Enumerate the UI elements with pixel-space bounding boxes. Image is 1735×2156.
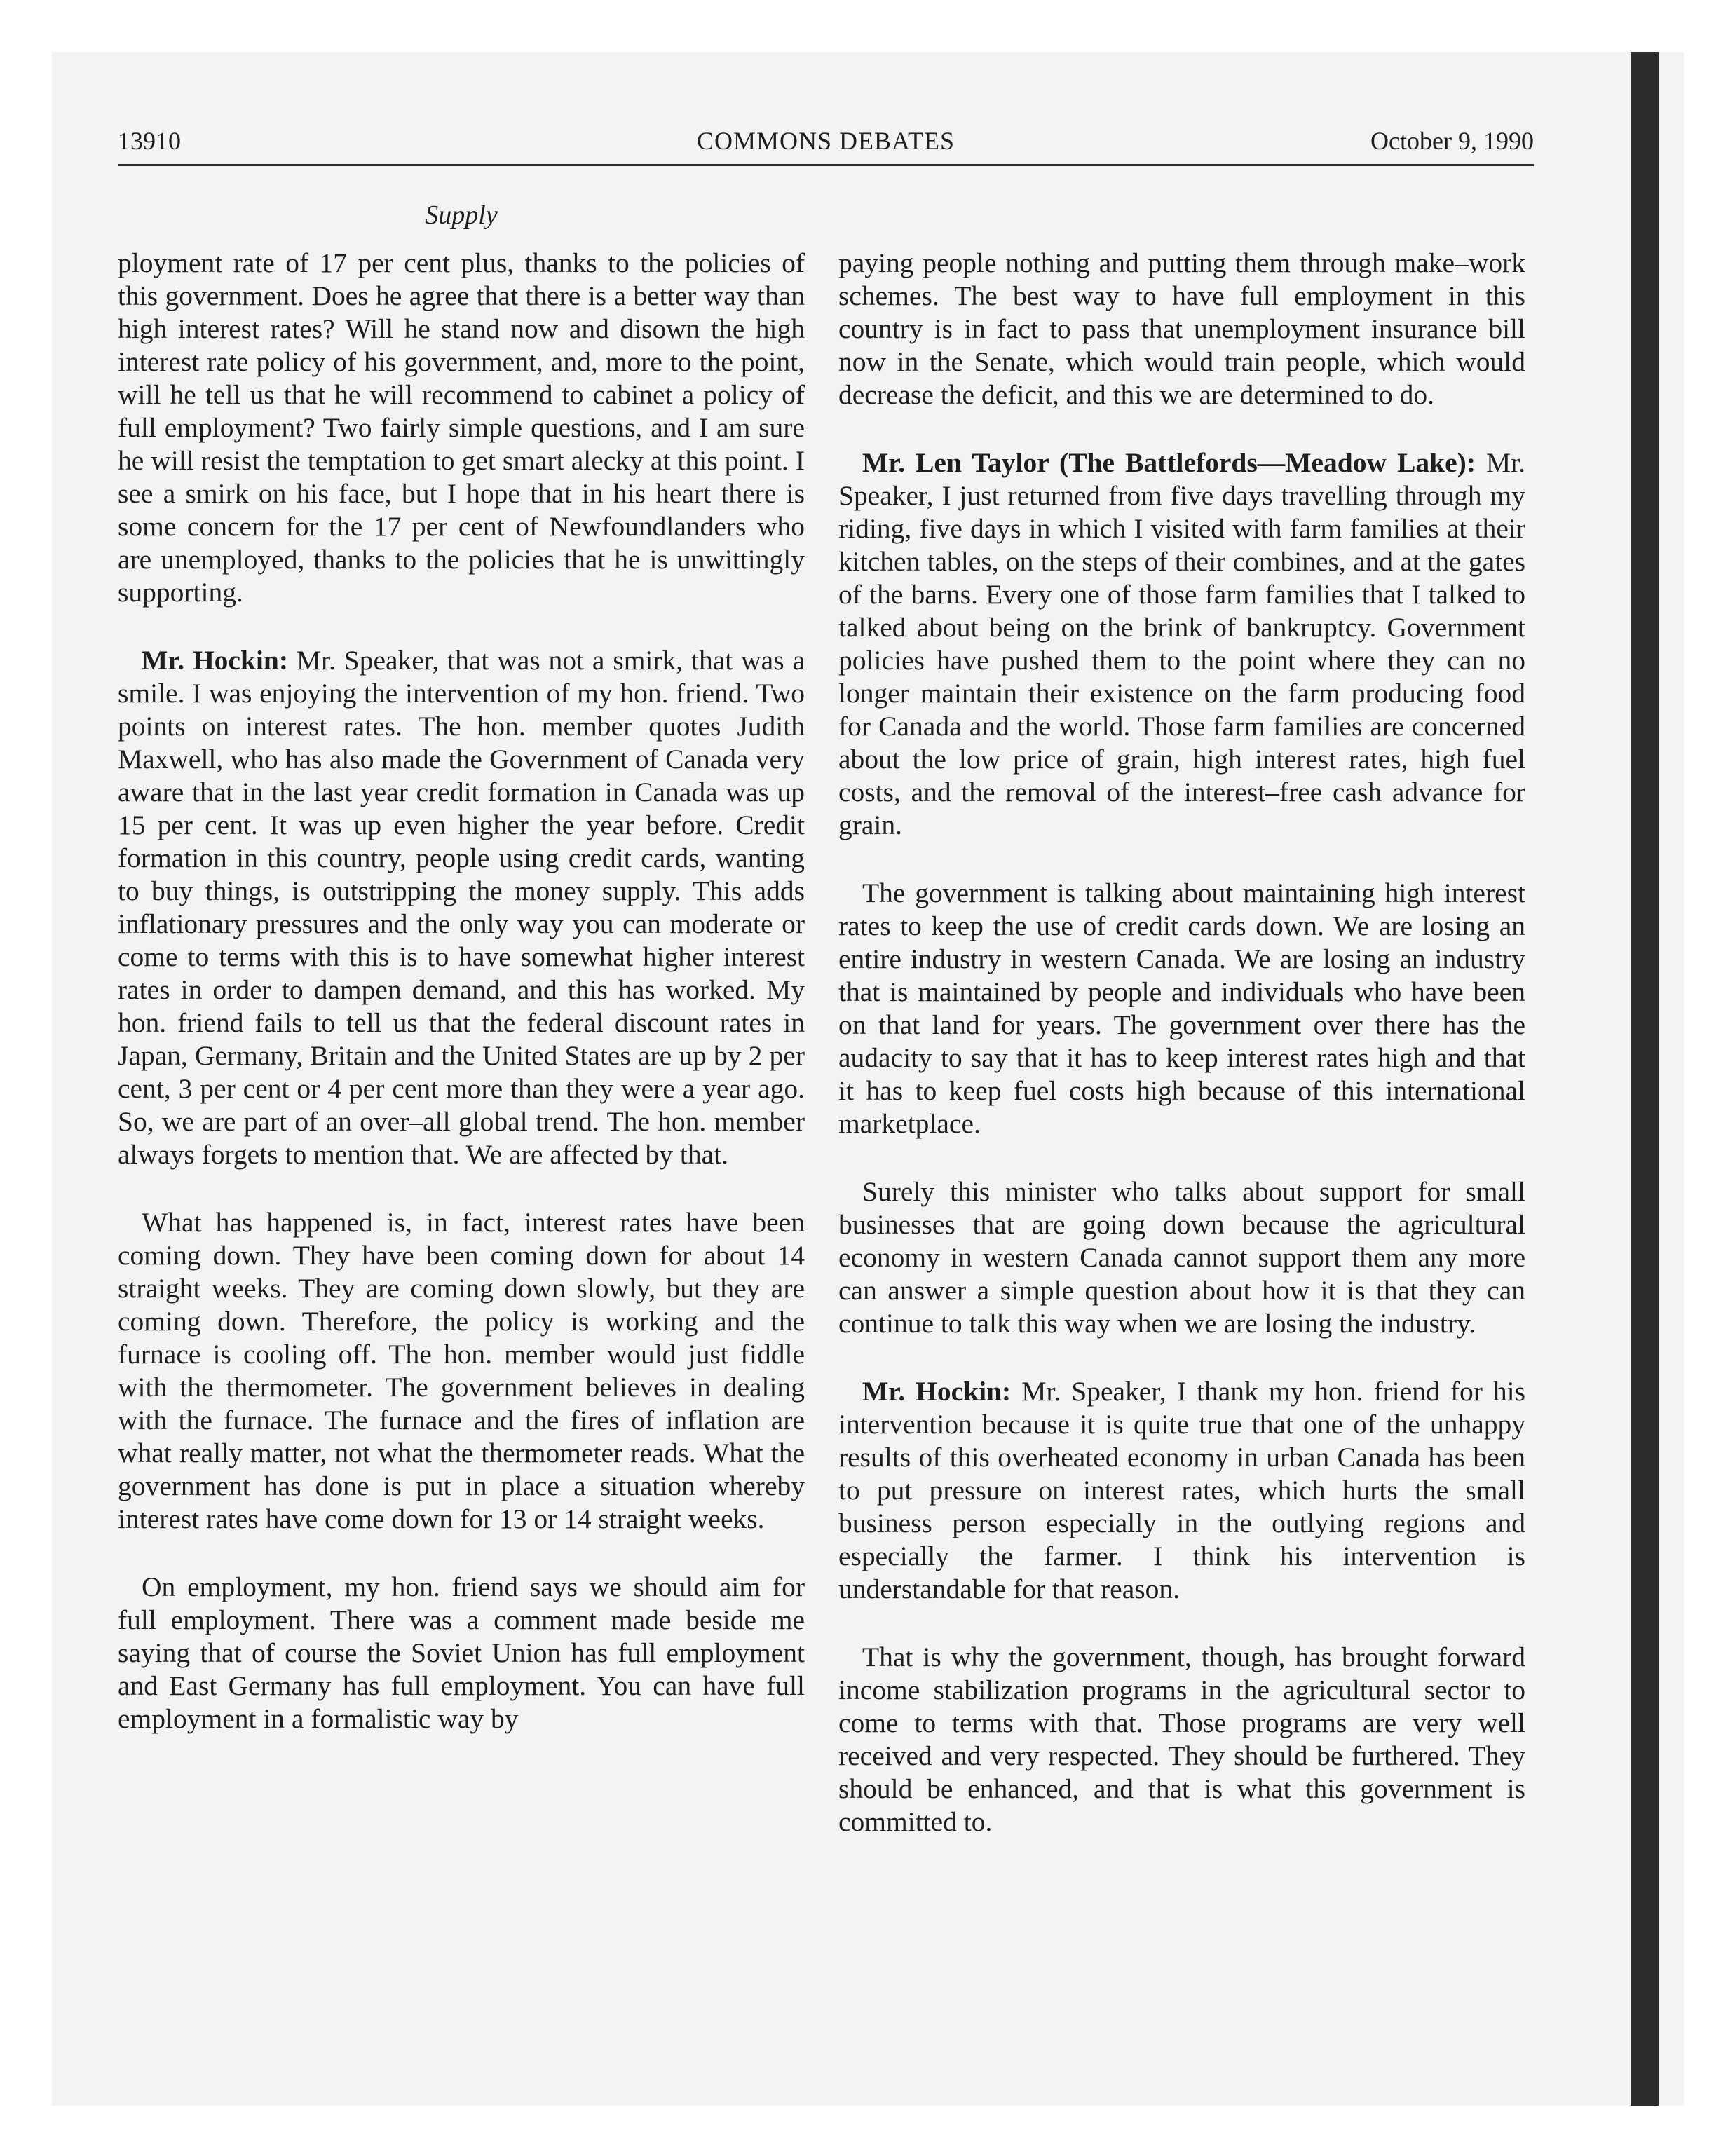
scan-edge-shadow — [1631, 52, 1659, 2106]
paragraph: That is why the government, though, has brought forward income stabilization programs in the agricultural sector to come to terms with that. Those programs are very well received and very respected. They should be furthered. They should be enhanced, and that is what this government is committed to. — [838, 1642, 1525, 1837]
speech-text: Mr. Speaker, I thank my hon. friend for his intervention because it is quite true that one of the unhappy results of this overheated economy in urban Canada has been to put pressure on interest rates, which hurts the small business person especially in the outlying regions and especially the farmer. I think his intervention is understandable for that reason. — [838, 1376, 1526, 1604]
paragraph: paying people nothing and putting them through make–work schemes. The best way to have full employment in this country is in fact to pass that unemployment insurance bill now in the Senate, which would train people, which would decrease the deficit, and this we are determined to do. — [838, 247, 1525, 410]
speech-text: Mr. Speaker, I just returned from five days travelling through my riding, five days in which I visited with farm families at their kitchen tables, on the steps of their combines, and at the gates of the barns. Every one of those farm families that I talked to talked about being on the brink of bankruptcy. Government policies have pushed them to the point where they can no longer maintain their existence on the farm producing food for Canada and the world. Those farm families are concerned about the low price of grain, high interest rates, high fuel costs, and the removal of the interest–free cash advance for grain. — [838, 447, 1526, 840]
publication-date: October 9, 1990 — [1370, 127, 1534, 155]
speech-text: Mr. Speaker, that was not a smirk, that was a smile. I was enjoying the intervention of my hon. friend. Two points on interest rates. The hon. member quotes Judith Maxwell, who has also made the Government of Canada very aware that in the last year credit formation in Canada was up 15 per cent. It was up even higher the year before. Credit formation in this country, people using credit cards, wanting to buy things, is outstripping the money supply. This adds inflationary pressures and the only way you can moderate or come to terms with this is to have somewhat higher interest rates in order to dampen demand, and this has worked. My hon. friend fails to tell us that the federal discount rates in Japan, Germany, Britain and the United States are up by 2 per cent, 3 per cent or 4 per cent more than they were a year ago. So, we are part of an over–all global trend. The hon. member always forgets to mention that. We are affected by that. — [118, 645, 805, 1170]
speech-paragraph — [118, 644, 805, 1171]
paragraph: On employment, my hon. friend says we should aim for full employment. There was a comment made beside me saying that of course the Soviet Union has full employment and East Germany has full employment. You can have full employment in a formalistic way by — [118, 1571, 805, 1734]
right-column — [838, 247, 1525, 1838]
left-column — [118, 247, 805, 1735]
page-number: 13910 — [118, 127, 181, 155]
speaker-name: Mr. Hockin: — [862, 1376, 1012, 1407]
speaker-name: Mr. Len Taylor (The Battlefords—Meadow Lake): — [862, 447, 1476, 478]
section-heading: Supply — [425, 200, 498, 230]
speaker-name: Mr. Hockin: — [142, 645, 289, 676]
paragraph: ployment rate of 17 per cent plus, thanks to the policies of this government. Does he agree that there is a better way than high interest rates? Will he stand now and disown the high interest rate policy of his government, and, more to the point, will he tell us that he will recommend to cabinet a policy of full employment? Two fairly simple questions, and I am sure he will resist the temptation to get smart alecky at this point. I see a smirk on his face, but I hope that in his heart there is some concern for the 17 per cent of Newfoundlanders who are unemployed, thanks to the policies that he is unwittingly supporting. — [118, 247, 805, 608]
page-header — [118, 123, 1534, 158]
paragraph: What has happened is, in fact, interest rates have been coming down. They have been coming down for about 14 straight weeks. They are coming down slowly, but they are coming down. Therefore, the policy is working and the furnace is cooling off. The hon. member would just fiddle with the thermometer. The government believes in dealing with the furnace. The furnace and the fires of inflation are what really matter, not what the thermometer reads. What the government has done is put in place a situation whereby interest rates have come down for 13 or 14 straight weeks. — [118, 1207, 805, 1534]
publication-title: COMMONS DEBATES — [696, 127, 955, 155]
paragraph: The government is talking about maintaining high interest rates to keep the use of credit cards down. We are losing an entire industry in western Canada. We are losing an industry that is maintained by people and individuals who have been on that land for years. The government over there has the audacity to say that it has to keep interest rates high and that it has to keep fuel costs high because of this international marketplace. — [838, 878, 1525, 1139]
speech-paragraph — [838, 446, 1525, 842]
speech-paragraph — [838, 1375, 1525, 1606]
header-rule — [118, 164, 1534, 166]
paragraph: Surely this minister who talks about support for small businesses that are going down because the agricultural economy in western Canada cannot support them any more can answer a simple question about how it is that they can continue to talk this way when we are losing the industry. — [838, 1176, 1525, 1339]
